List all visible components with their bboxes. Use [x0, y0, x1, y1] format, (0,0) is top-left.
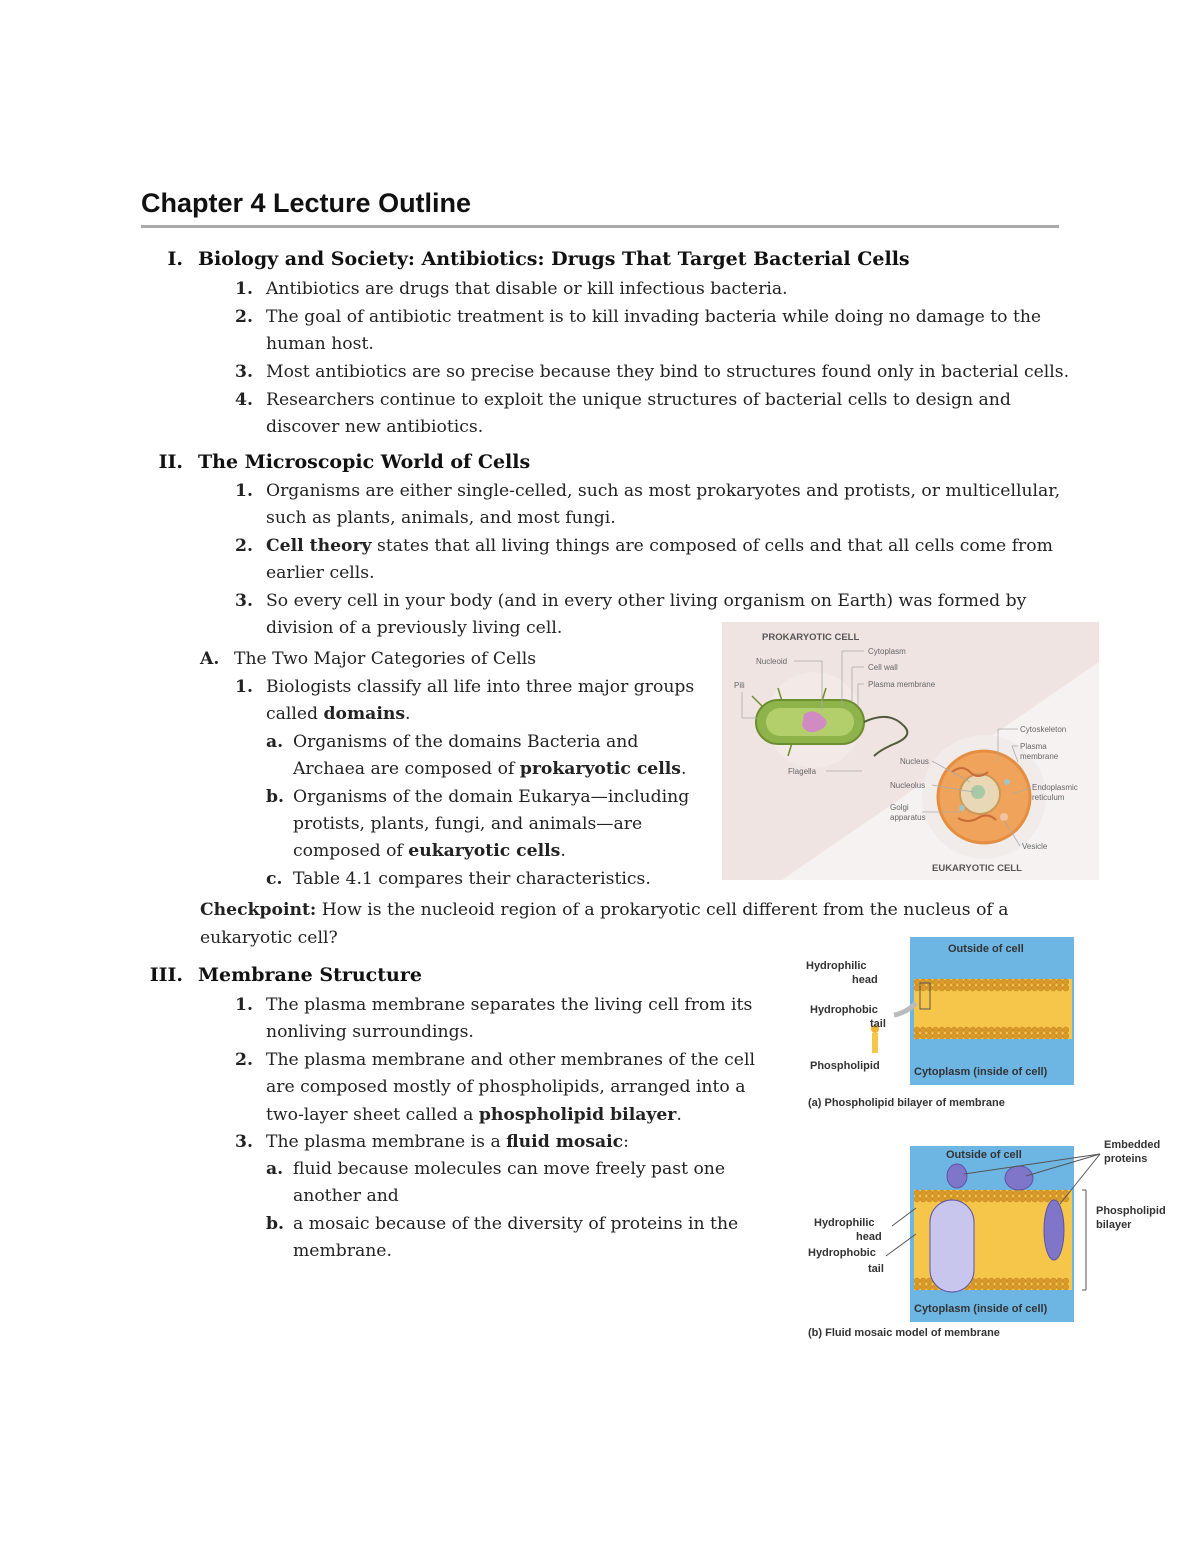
- phospholipid-head: [1019, 1284, 1025, 1290]
- phospholipid-head: [1050, 1284, 1056, 1290]
- list-item-text: earlier cells.: [266, 563, 375, 583]
- key-term: domains: [323, 704, 406, 724]
- phospholipid-head: [1013, 1190, 1019, 1196]
- phospholipid-head: [1013, 1284, 1019, 1290]
- phospholipid-head: [1026, 985, 1032, 991]
- phospholipid-head: [945, 1190, 951, 1196]
- key-term: fluid mosaic: [506, 1132, 624, 1152]
- phospholipid-head: [914, 1033, 920, 1039]
- caption: (b) Fluid mosaic model of membrane: [808, 1327, 1000, 1339]
- label-hydrophilic-b: head: [852, 974, 878, 986]
- phospholipid-head: [1026, 1284, 1032, 1290]
- section-1-heading: [141, 248, 910, 270]
- phospholipid-head: [964, 1027, 970, 1033]
- phospholipid-head: [982, 1033, 988, 1039]
- phospholipid-head: [995, 985, 1001, 991]
- phospholipid-head: [1001, 985, 1007, 991]
- label-outside: Outside of cell: [948, 943, 1024, 955]
- label-er-b: reticulum: [1032, 793, 1065, 802]
- phospholipid-head: [1044, 1033, 1050, 1039]
- phospholipid-head: [1001, 1190, 1007, 1196]
- phospholipid-head: [1032, 1278, 1038, 1284]
- list-number: 1.: [235, 677, 253, 697]
- phospholipid-head: [995, 1190, 1001, 1196]
- phospholipid-head: [1013, 1033, 1019, 1039]
- phospholipid-head: [933, 979, 939, 985]
- phospholipid-head: [1044, 1196, 1050, 1202]
- label-pili: Pili: [734, 681, 745, 690]
- phospholipid-head: [995, 1027, 1001, 1033]
- phospholipid-head: [926, 1190, 932, 1196]
- phospholipid-head: [957, 979, 963, 985]
- phospholipid-head: [982, 1278, 988, 1284]
- list-item-text: [293, 840, 566, 862]
- phospholipid-head: [1038, 1284, 1044, 1290]
- label-flagella: Flagella: [788, 767, 817, 776]
- list-number: 2.: [235, 536, 253, 556]
- phospholipid-head: [1026, 1190, 1032, 1196]
- list-item-text: human host.: [266, 334, 374, 354]
- phospholipid-head: [920, 1190, 926, 1196]
- phospholipid-head: [1038, 979, 1044, 985]
- phospholipid-head: [964, 1196, 970, 1202]
- phospholipid-head: [1063, 1190, 1069, 1196]
- label-hydrophobic-b: tail: [868, 1263, 884, 1275]
- phospholipid-head: [1038, 985, 1044, 991]
- phospholipid-head: [1007, 1284, 1013, 1290]
- phospholipid-head: [1063, 1278, 1069, 1284]
- phospholipid-head: [1019, 1033, 1025, 1039]
- text-run: states that all living things are composed of cells and that all cells come from: [371, 536, 1053, 556]
- list-item-text: Antibiotics are drugs that disable or kill infectious bacteria.: [266, 279, 788, 299]
- phospholipid-head: [920, 1196, 926, 1202]
- phospholipid-head: [1044, 1027, 1050, 1033]
- phospholipid-head: [1050, 985, 1056, 991]
- list-item-text: nonliving surroundings.: [266, 1022, 474, 1042]
- phospholipid-head: [951, 1190, 957, 1196]
- label-cell-wall: Cell wall: [868, 663, 898, 672]
- label-phospholipid: Phospholipid: [810, 1060, 880, 1072]
- list-item-text: [266, 703, 411, 725]
- label-plasma-membrane: Plasma membrane: [868, 680, 936, 689]
- list-number: 2.: [235, 1050, 253, 1070]
- section-numeral: I.: [167, 248, 183, 270]
- list-item-text: The plasma membrane separates the living cell from its: [266, 995, 753, 1015]
- phospholipid-head: [988, 1033, 994, 1039]
- phospholipid-head: [1044, 1190, 1050, 1196]
- label-hydrophobic: Hydrophobic: [808, 1247, 876, 1259]
- list-item-text: are composed mostly of phospholipids, arranged into a: [266, 1077, 746, 1097]
- text-run: .: [680, 759, 687, 779]
- label-nucleus: Nucleus: [900, 757, 929, 766]
- phospholipid-head: [914, 1190, 920, 1196]
- phospholipid-head: [1050, 1190, 1056, 1196]
- phospholipid-head: [1044, 985, 1050, 991]
- list-item-text: Most antibiotics are so precise because they bind to structures found only in bacterial cells.: [266, 362, 1070, 382]
- phospholipid-head: [995, 979, 1001, 985]
- phospholipid-head: [926, 1196, 932, 1202]
- phospholipid-head: [951, 985, 957, 991]
- label-phospholipid-b: bilayer: [1096, 1219, 1132, 1231]
- phospholipid-head: [1032, 979, 1038, 985]
- phospholipid-head: [939, 1190, 945, 1196]
- phospholipid-head: [1038, 1033, 1044, 1039]
- phospholipid-head: [988, 979, 994, 985]
- phospholipid-head: [914, 1278, 920, 1284]
- phospholipid-head: [982, 1027, 988, 1033]
- label-hydrophilic: Hydrophilic: [806, 960, 867, 972]
- phospholipid-head: [951, 979, 957, 985]
- phospholipid-head: [1007, 979, 1013, 985]
- list-item-text: [293, 758, 686, 780]
- list-item-text: Organisms are either single-celled, such as most prokaryotes and protists, or multicellular,: [266, 481, 1061, 501]
- list-item-text: [266, 1104, 682, 1126]
- list-number: 1.: [235, 995, 253, 1015]
- phospholipid-head: [964, 979, 970, 985]
- key-term: prokaryotic cells: [519, 759, 681, 779]
- phospholipid-head: [926, 979, 932, 985]
- phospholipid-head: [1057, 1284, 1063, 1290]
- phospholipid-head: [1044, 979, 1050, 985]
- text-run: .: [676, 1105, 682, 1125]
- phospholipid-head: [933, 1027, 939, 1033]
- text-run: called: [266, 704, 324, 724]
- list-item-text: Researchers continue to exploit the unique structures of bacterial cells to design and: [266, 390, 1011, 410]
- phospholipid-head: [970, 979, 976, 985]
- fluid-mosaic-figure: [804, 1134, 1180, 1340]
- label-hydrophobic-b: tail: [870, 1018, 886, 1030]
- phospholipid-head: [1001, 1027, 1007, 1033]
- list-number: 3.: [235, 362, 253, 382]
- phospholipid-head: [1007, 1190, 1013, 1196]
- label-nucleoid: Nucleoid: [756, 657, 788, 666]
- phospholipid-head: [920, 1278, 926, 1284]
- phospholipid-head: [1038, 1190, 1044, 1196]
- list-item-text: The plasma membrane and other membranes of the cell: [266, 1050, 755, 1070]
- phospholipid-head: [920, 985, 926, 991]
- cell-types-figure: [722, 622, 1099, 880]
- phospholipid-head: [1019, 1196, 1025, 1202]
- phospholipid-head: [1050, 1278, 1056, 1284]
- phospholipid-head: [970, 1190, 976, 1196]
- phospholipid-head: [1019, 1190, 1025, 1196]
- phospholipid-head: [970, 985, 976, 991]
- phospholipid-head: [1038, 1027, 1044, 1033]
- phospholipid-head: [1013, 1027, 1019, 1033]
- eukaryote-illustration: [938, 751, 1030, 843]
- phospholipid-head: [920, 1033, 926, 1039]
- list-letter: c.: [266, 869, 283, 889]
- phospholipid-head: [1063, 1284, 1069, 1290]
- phospholipid-head: [1038, 1278, 1044, 1284]
- phospholipid-head: [976, 979, 982, 985]
- prokaryotic-title: PROKARYOTIC CELL: [762, 632, 860, 643]
- phospholipid-head: [976, 1284, 982, 1290]
- phospholipid-head: [1063, 985, 1069, 991]
- label-embedded: Embedded: [1104, 1139, 1161, 1151]
- label-nucleolus: Nucleolus: [890, 781, 926, 790]
- list-number: 4.: [235, 390, 253, 410]
- subsection-title: The Two Major Categories of Cells: [234, 649, 537, 669]
- phospholipid-head: [1032, 1196, 1038, 1202]
- phospholipid-head: [1032, 1027, 1038, 1033]
- phospholipid-head: [1001, 1278, 1007, 1284]
- phospholipid-head: [1019, 1027, 1025, 1033]
- checkpoint-line: eukaryotic cell?: [200, 928, 338, 948]
- list-item-text: a mosaic because of the diversity of proteins in the: [293, 1214, 739, 1234]
- phospholipid-head: [1007, 1196, 1013, 1202]
- list-number: 3.: [235, 1132, 253, 1152]
- phospholipid-head: [995, 1033, 1001, 1039]
- label-cytoplasm: Cytoplasm (inside of cell): [914, 1066, 1048, 1078]
- text-run: .: [560, 841, 566, 861]
- list-item-text: membrane.: [293, 1241, 392, 1261]
- phospholipid-head: [964, 1033, 970, 1039]
- phospholipid-head: [957, 1190, 963, 1196]
- phospholipid-head: [1044, 1284, 1050, 1290]
- phospholipid-head: [976, 1196, 982, 1202]
- phospholipid-head: [995, 1196, 1001, 1202]
- list-letter: b.: [266, 787, 285, 807]
- phospholipid-head: [982, 985, 988, 991]
- list-item-text: division of a previously living cell.: [266, 618, 563, 638]
- label-hydrophilic-b: head: [856, 1231, 882, 1243]
- phospholipid-head: [1019, 979, 1025, 985]
- phospholipid-head: [1057, 1027, 1063, 1033]
- phospholipid-head: [970, 1196, 976, 1202]
- phospholipid-head: [1032, 1190, 1038, 1196]
- eukaryotic-title: EUKARYOTIC CELL: [932, 863, 1022, 874]
- phospholipid-head: [982, 1190, 988, 1196]
- phospholipid-head: [1007, 985, 1013, 991]
- key-term: phospholipid bilayer: [478, 1105, 677, 1125]
- phospholipid-head: [933, 1190, 939, 1196]
- label-outside: Outside of cell: [946, 1149, 1022, 1161]
- phospholipid-head: [939, 985, 945, 991]
- phospholipid-head: [982, 1284, 988, 1290]
- phospholipid-head: [945, 985, 951, 991]
- phospholipid-head: [976, 1027, 982, 1033]
- phospholipid-head: [995, 1284, 1001, 1290]
- phospholipid-head: [1063, 1033, 1069, 1039]
- phospholipid-head: [1026, 1033, 1032, 1039]
- phospholipid-head: [1057, 1190, 1063, 1196]
- text-run: .: [405, 704, 411, 724]
- section-numeral: II.: [158, 451, 183, 473]
- phospholipid-head: [988, 1284, 994, 1290]
- phospholipid-head: [982, 1196, 988, 1202]
- phospholipid-head: [920, 1284, 926, 1290]
- phospholipid-head: [995, 1278, 1001, 1284]
- phospholipid-head: [939, 979, 945, 985]
- phospholipid-head: [1001, 1033, 1007, 1039]
- phospholipid-head: [926, 985, 932, 991]
- phospholipid-head: [1026, 979, 1032, 985]
- section-numeral: III.: [149, 964, 183, 986]
- phospholipid-head: [939, 1027, 945, 1033]
- text-run: Archaea are composed of: [293, 759, 520, 779]
- phospholipid-head: [970, 1027, 976, 1033]
- phospholipid-head: [914, 1027, 920, 1033]
- phospholipid-head: [1013, 1196, 1019, 1202]
- checkpoint: [200, 899, 1009, 921]
- label-hydrophobic: Hydrophobic: [810, 1004, 878, 1016]
- list-item-text: another and: [293, 1186, 399, 1206]
- phospholipid-head: [982, 979, 988, 985]
- phospholipid-head: [976, 985, 982, 991]
- list-number: 1.: [235, 279, 253, 299]
- phospholipid-head: [988, 1196, 994, 1202]
- list-item-text: fluid because molecules can move freely past one: [293, 1159, 726, 1179]
- phospholipid-head: [1019, 985, 1025, 991]
- list-item-text: The goal of antibiotic treatment is to kill invading bacteria while doing no damage to the: [266, 307, 1042, 327]
- key-term: Cell theory: [266, 536, 372, 556]
- phospholipid-head: [920, 979, 926, 985]
- phospholipid-head: [964, 985, 970, 991]
- phospholipid-head: [1057, 1278, 1063, 1284]
- label-cytoplasm: Cytoplasm: [868, 647, 906, 656]
- phospholipid-head: [1013, 1278, 1019, 1284]
- phospholipid-head: [1001, 979, 1007, 985]
- phospholipid-head: [1007, 1033, 1013, 1039]
- phospholipid-head: [970, 1284, 976, 1290]
- phospholipid-head: [945, 1027, 951, 1033]
- phospholipid-head: [1026, 1278, 1032, 1284]
- text-run: composed of: [293, 841, 409, 861]
- phospholipid-head: [1019, 1278, 1025, 1284]
- phospholipid-head: [951, 1033, 957, 1039]
- subsection-letter: A.: [200, 649, 220, 669]
- section-title: The Microscopic World of Cells: [198, 451, 531, 473]
- list-item-text: Organisms of the domains Bacteria and: [293, 732, 639, 752]
- phospholipid-head: [1050, 1027, 1056, 1033]
- phospholipid-head: [976, 1278, 982, 1284]
- phospholipid-head: [1044, 1278, 1050, 1284]
- checkpoint-label: Checkpoint:: [200, 900, 317, 920]
- list-number: 1.: [235, 481, 253, 501]
- list-letter: b.: [266, 1214, 285, 1234]
- list-item-text: [266, 1131, 629, 1153]
- phospholipid-head: [914, 1284, 920, 1290]
- phospholipid-head: [957, 985, 963, 991]
- label-cytoskeleton: Cytoskeleton: [1020, 725, 1067, 734]
- section-2-heading: [141, 451, 530, 473]
- phospholipid-head: [920, 1027, 926, 1033]
- phospholipid-head: [945, 1033, 951, 1039]
- key-term: eukaryotic cells: [408, 841, 561, 861]
- text-run: How is the nucleoid region of a prokaryotic cell different from the nucleus of a: [316, 900, 1009, 920]
- phospholipid-head: [1057, 1033, 1063, 1039]
- list-item-text: Biologists classify all life into three major groups: [266, 677, 695, 697]
- list-letter: a.: [266, 732, 284, 752]
- phospholipid-head: [1050, 1033, 1056, 1039]
- phospholipid-head: [933, 1196, 939, 1202]
- phospholipid-head: [926, 1033, 932, 1039]
- phospholipid-head: [957, 1027, 963, 1033]
- list-letter: a.: [266, 1159, 284, 1179]
- text-run: two-layer sheet called a: [266, 1105, 479, 1125]
- section-title: Biology and Society: Antibiotics: Drugs That Target Bacterial Cells: [198, 248, 910, 270]
- label-golgi-b: apparatus: [890, 813, 926, 822]
- phospholipid-head: [914, 979, 920, 985]
- phospholipid-head: [988, 1278, 994, 1284]
- phospholipid-head: [1063, 1027, 1069, 1033]
- phospholipid-bilayer-figure: [804, 935, 1076, 1113]
- label-plasma-membrane-2: Plasma: [1020, 742, 1047, 751]
- phospholipid-head: [1032, 1284, 1038, 1290]
- list-item-text: such as plants, animals, and most fungi.: [266, 508, 616, 528]
- phospholipid-head: [1057, 979, 1063, 985]
- phospholipid-head: [988, 1190, 994, 1196]
- phospholipid-head: [1050, 979, 1056, 985]
- phospholipid-head: [933, 985, 939, 991]
- label-vesicle: Vesicle: [1022, 842, 1048, 851]
- phospholipid-head: [970, 1033, 976, 1039]
- phospholipid-head: [976, 1190, 982, 1196]
- label-golgi: Golgi: [890, 803, 909, 812]
- phospholipid-head: [1026, 1027, 1032, 1033]
- phospholipid-head: [976, 1033, 982, 1039]
- phospholipid-head: [1007, 1278, 1013, 1284]
- section-3-heading: [141, 964, 422, 986]
- phospholipid-head: [939, 1033, 945, 1039]
- phospholipid-head: [933, 1033, 939, 1039]
- phospholipid-head: [1026, 1196, 1032, 1202]
- phospholipid-head: [1063, 979, 1069, 985]
- phospholipid-head: [957, 1033, 963, 1039]
- phospholipid-head: [951, 1027, 957, 1033]
- list-item-text: [266, 535, 1053, 557]
- label-phospholipid: Phospholipid: [1096, 1205, 1166, 1217]
- label-hydrophilic: Hydrophilic: [814, 1217, 875, 1229]
- page-title: Chapter 4 Lecture Outline: [141, 188, 1059, 228]
- phospholipid-head: [1001, 1284, 1007, 1290]
- section-title: Membrane Structure: [198, 964, 422, 986]
- label-embedded-b: proteins: [1104, 1153, 1148, 1165]
- list-item-text: protists, plants, fungi, and animals—are: [293, 814, 643, 834]
- text-run: The plasma membrane is a: [266, 1132, 507, 1152]
- label-plasma-membrane-2b: membrane: [1020, 752, 1059, 761]
- phospholipid-head: [926, 1027, 932, 1033]
- phospholipid-head: [1013, 985, 1019, 991]
- phospholipid-head: [1007, 1027, 1013, 1033]
- phospholipid-head: [1013, 979, 1019, 985]
- phospholipid-head: [1038, 1196, 1044, 1202]
- list-number: 3.: [235, 591, 253, 611]
- list-item-text: Table 4.1 compares their characteristics.: [293, 869, 651, 889]
- phospholipid-head: [988, 1027, 994, 1033]
- phospholipid-head: [1032, 985, 1038, 991]
- caption: (a) Phospholipid bilayer of membrane: [808, 1097, 1005, 1109]
- label-cytoplasm: Cytoplasm (inside of cell): [914, 1303, 1048, 1315]
- label-er: Endoplasmic: [1032, 783, 1078, 792]
- list-item-text: Organisms of the domain Eukarya—including: [293, 787, 690, 807]
- phospholipid-head: [964, 1190, 970, 1196]
- list-number: 2.: [235, 307, 253, 327]
- text-run: :: [623, 1132, 629, 1152]
- phospholipid-head: [1057, 985, 1063, 991]
- phospholipid-head: [1032, 1033, 1038, 1039]
- phospholipid-head: [926, 1284, 932, 1290]
- list-item-text: discover new antibiotics.: [266, 417, 484, 437]
- phospholipid-head: [914, 1196, 920, 1202]
- phospholipid-head: [914, 985, 920, 991]
- phospholipid-head: [945, 979, 951, 985]
- list-item-text: So every cell in your body (and in every other living organism on Earth) was formed by: [266, 591, 1027, 611]
- phospholipid-head: [988, 985, 994, 991]
- phospholipid-head: [1001, 1196, 1007, 1202]
